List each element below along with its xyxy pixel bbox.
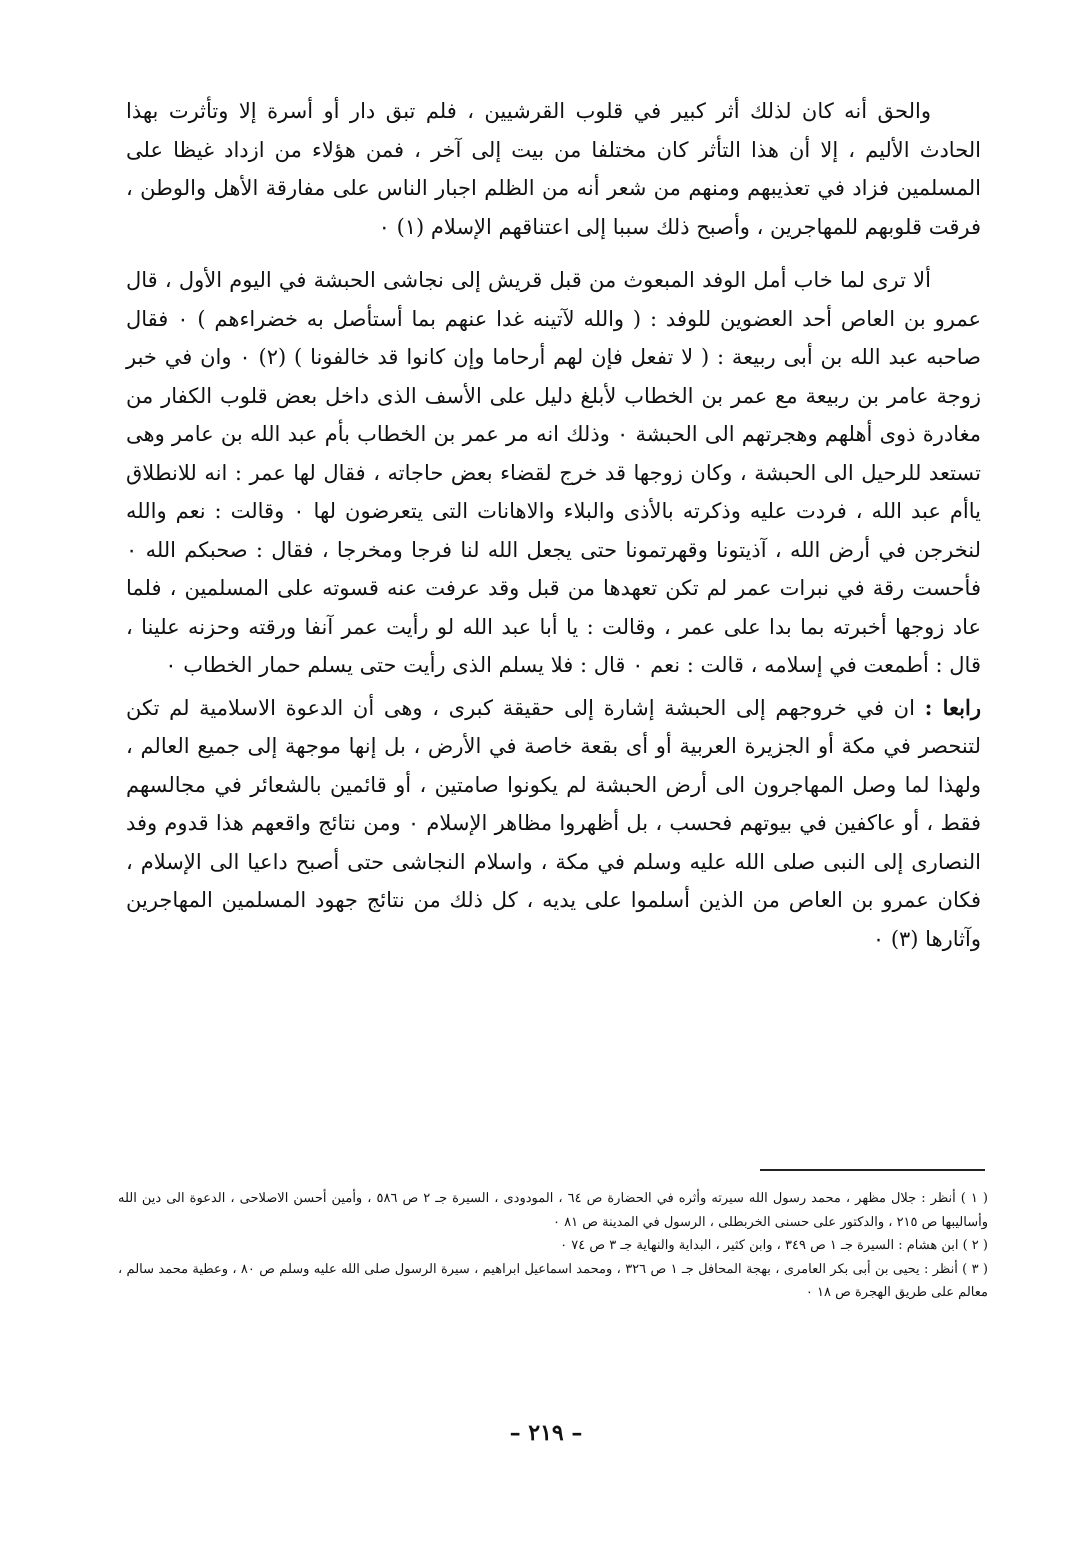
paragraph-3: [126, 689, 981, 959]
footnote-separator: [760, 1169, 985, 1171]
paragraph-1: والحق أنه كان لذلك أثر كبير في قلوب القرشيين ، فلم تبق دار أو أسرة إلا وتأثرت بهذا الحادث الأليم ، إلا أن هذا التأثر كان مختلفا من بيت إلى آخر ، فمن هؤلاء من ازداد غيظا على المسلمين فزاد في تعذيبهم ومنهم من شعر أنه من الظلم اجبار الناس على مفارقة الأهل والوطن ، فرقت قلوبهم للمهاجرين ، وأصبح ذلك سببا إلى اعتناقهم الإسلام (١) ٠: [126, 99, 981, 239]
page-number: – ٢١٩ –: [509, 1420, 583, 1446]
footnote-3: ( ٣ ) أنظر : يحيى بن أبى بكر العامرى ، بهجة المحافل جـ ١ ص ٣٢٦ ، ومحمد اسماعيل ابراهيم ، سيرة الرسول صلى الله عليه وسلم ص ٨٠ ، وعطية محمد سالم ، معالم على طريق الهجرة ص ١٨ ٠: [118, 1261, 989, 1300]
paragraph-2: ألا ترى لما خاب أمل الوفد المبعوث من قبل قريش إلى نجاشى الحبشة في اليوم الأول ، قال عمرو بن العاص أحد العضوين للوفد : ( والله لآتينه غدا عنهم بما أستأصل به خضراءهم ) ٠ فقال صاحبه عبد الله بن أبى ربيعة : ( لا تفعل فإن لهم أرحاما وإن كانوا قد خالفونا ) (٢) ٠ وان في خبر زوجة عامر بن ربيعة مع عمر بن الخطاب لأبلغ دليل على الأسف الذى داخل بعض قلوب الكفار من مغادرة ذوى أهلهم وهجرتهم الى الحبشة ٠ وذلك انه مر عمر بن الخطاب بأم عبد الله بن عامر وهى تستعد للرحيل الى الحبشة ، وكان زوجها قد خرج لقضاء بعض حاجاته ، فقال لها عمر : انه للانطلاق ياأم عبد الله ، فردت عليه وذكرته بالأذى والبلاء والاهانات التى يتعرضون لها ٠ وقالت : نعم والله لنخرجن في أرض الله ، آذيتونا وقهرتمونا حتى يجعل الله لنا فرجا ومخرجا ، فقال : صحبكم الله ٠ فأحست رقة في نبرات عمر لم تكن تعهدها من قبل وقد عرفت عنه قسوته على المسلمين ، فلما عاد زوجها أخبرته بما بدا على عمر ، وقالت : يا أبا عبد الله لو رأيت عمر آنفا ورقته وحزنه علينا ، قال : أطمعت في إسلامه ، قالت : نعم ٠ قال : فلا يسلم الذى رأيت حتى يسلم حمار الخطاب ٠: [126, 268, 982, 677]
footnotes: [118, 1187, 988, 1305]
footnote-2: ( ٢ ) ابن هشام : السيرة جـ ١ ص ٣٤٩ ، وابن كثير ، البداية والنهاية جـ ٣ ص ٧٤ ٠: [560, 1238, 988, 1253]
footnote-1: ( ١ ) أنظر : جلال مظهر ، محمد رسول الله سيرته وأثره في الحضارة ص ٦٤ ، المودودى ، السيرة جـ ٢ ص ٥٨٦ ، وأمين أحسن الاصلاحى ، الدعوة الى دين الله وأساليبها ص ٢١٥ ، والدكتور على حسنى الخربطلى ، الرسول في المدينة ص ٨١ ٠: [118, 1191, 988, 1230]
paragraph-3-text: ان في خروجهم إلى الحبشة إشارة إلى حقيقة كبرى ، وهى أن الدعوة الاسلامية لم تكن لتنحصر في مكة أو الجزيرة العربية أو أى بقعة خاصة في الأرض ، بل إنها موجهة إلى جميع العالم ، ولهذا لما وصل المهاجرون الى أرض الحبشة لم يكونوا صامتين ، أو قائمين بالشعائر في مجالسهم فقط ، أو عاكفين في بيوتهم فحسب ، بل أظهروا مظاهر الإسلام ٠ ومن نتائج واقعهم هذا قدوم وفد النصارى إلى النبى صلى الله عليه وسلم في مكة ، واسلام النجاشى حتى أصبح داعيا الى الإسلام ، فكان عمرو بن العاص من الذين أسلموا على يديه ، كل ذلك من نتائج جهود المسلمين المهاجرين وآثارها (٣) ٠: [126, 695, 981, 951]
main-text: [126, 92, 981, 958]
paragraph-3-lead: رابعا :: [924, 694, 982, 720]
